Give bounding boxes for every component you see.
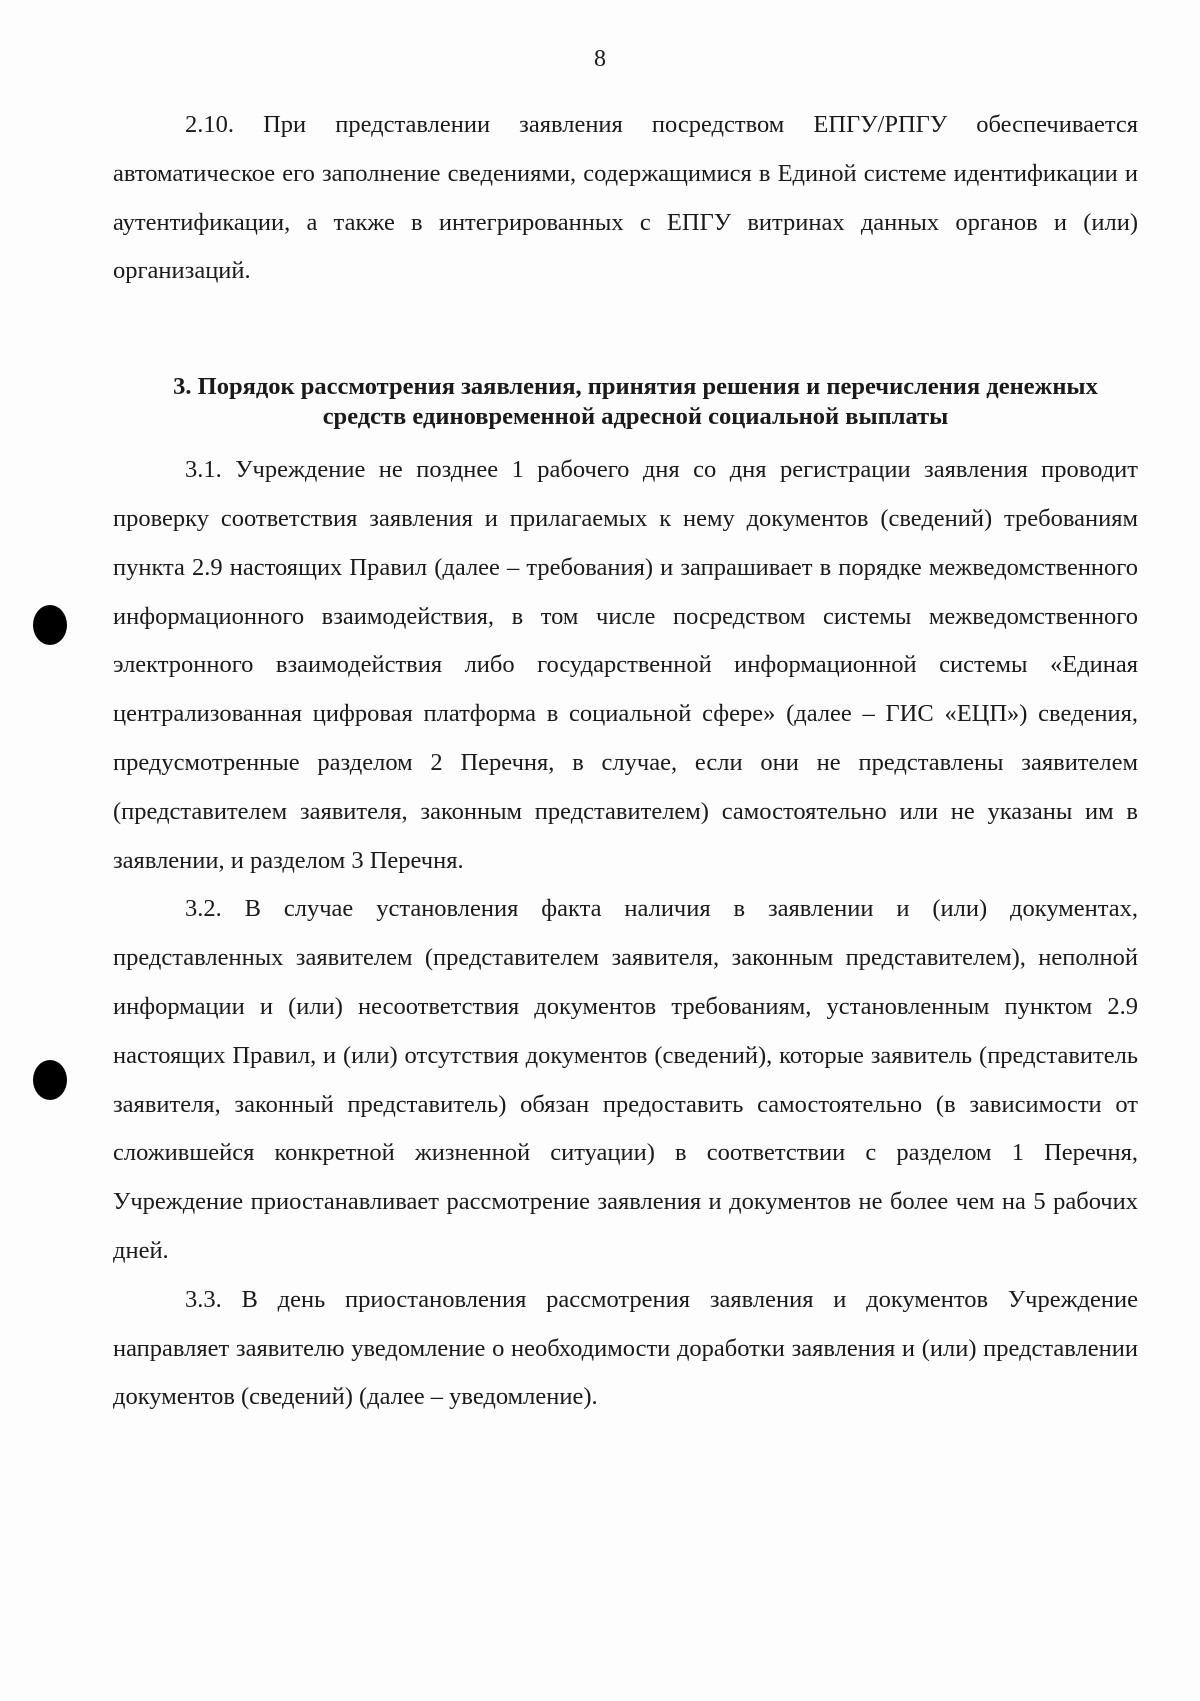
punch-hole-mark	[33, 605, 67, 645]
paragraph-3-1: 3.1. Учреждение не позднее 1 рабочего дня со дня регистрации заявления проводит проверку соответствия заявления и прилагаемых к нему документов (сведений) требованиям пункта 2.9 настоящих Правил (далее – требования) и запрашивает в порядке межведомственного информационного взаимодействия, в том числе посредством системы межведомственного электронного взаимодействия либо государственной информационной системы «Единая централизованная цифровая платформа в социальной сфере» (далее – ГИС «ЕЦП») сведения, предусмотренные разделом 2 Перечня, в случае, если они не представлены заявителем (представителем заявителя, законным представителем) самостоятельно или не указаны им в заявлении, и разделом 3 Перечня.	[113, 456, 1138, 874]
document-body	[113, 101, 1138, 1422]
page-number: 8	[594, 46, 606, 72]
section-heading: 3. Порядок рассмотрения заявления, принятия решения и перечисления денежных средств единовременной адресной социальной выплаты	[173, 373, 1098, 431]
paragraph-3-3: 3.3. В день приостановления рассмотрения заявления и документов Учреждение направляет заявителю уведомление о необходимости доработки заявления и (или) представлении документов (сведений) (далее – уведомление).	[113, 1285, 1138, 1411]
paragraph-3-2: 3.2. В случае установления факта наличия в заявлении и (или) документах, представленных заявителем (представителем заявителя, законным представителем), неполной информации и (или) несоответствия документов требованиям, установленным пунктом 2.9 настоящих Правил, и (или) отсутствия документов (сведений), которые заявитель (представитель заявителя, законный представитель) обязан предоставить самостоятельно (в зависимости от сложившейся конкретной жизненной ситуации) в соответствии с разделом 1 Перечня, Учреждение приостанавливает рассмотрение заявления и документов не более чем на 5 рабочих дней.	[113, 895, 1138, 1264]
punch-hole-mark	[33, 1060, 67, 1100]
paragraph-2-10: 2.10. При представлении заявления посредством ЕПГУ/РПГУ обеспечивается автоматическое его заполнение сведениями, содержащимися в Единой системе идентификации и аутентификации, а также в интегрированных с ЕПГУ витринах данных органов и (или) организаций.	[113, 111, 1138, 285]
